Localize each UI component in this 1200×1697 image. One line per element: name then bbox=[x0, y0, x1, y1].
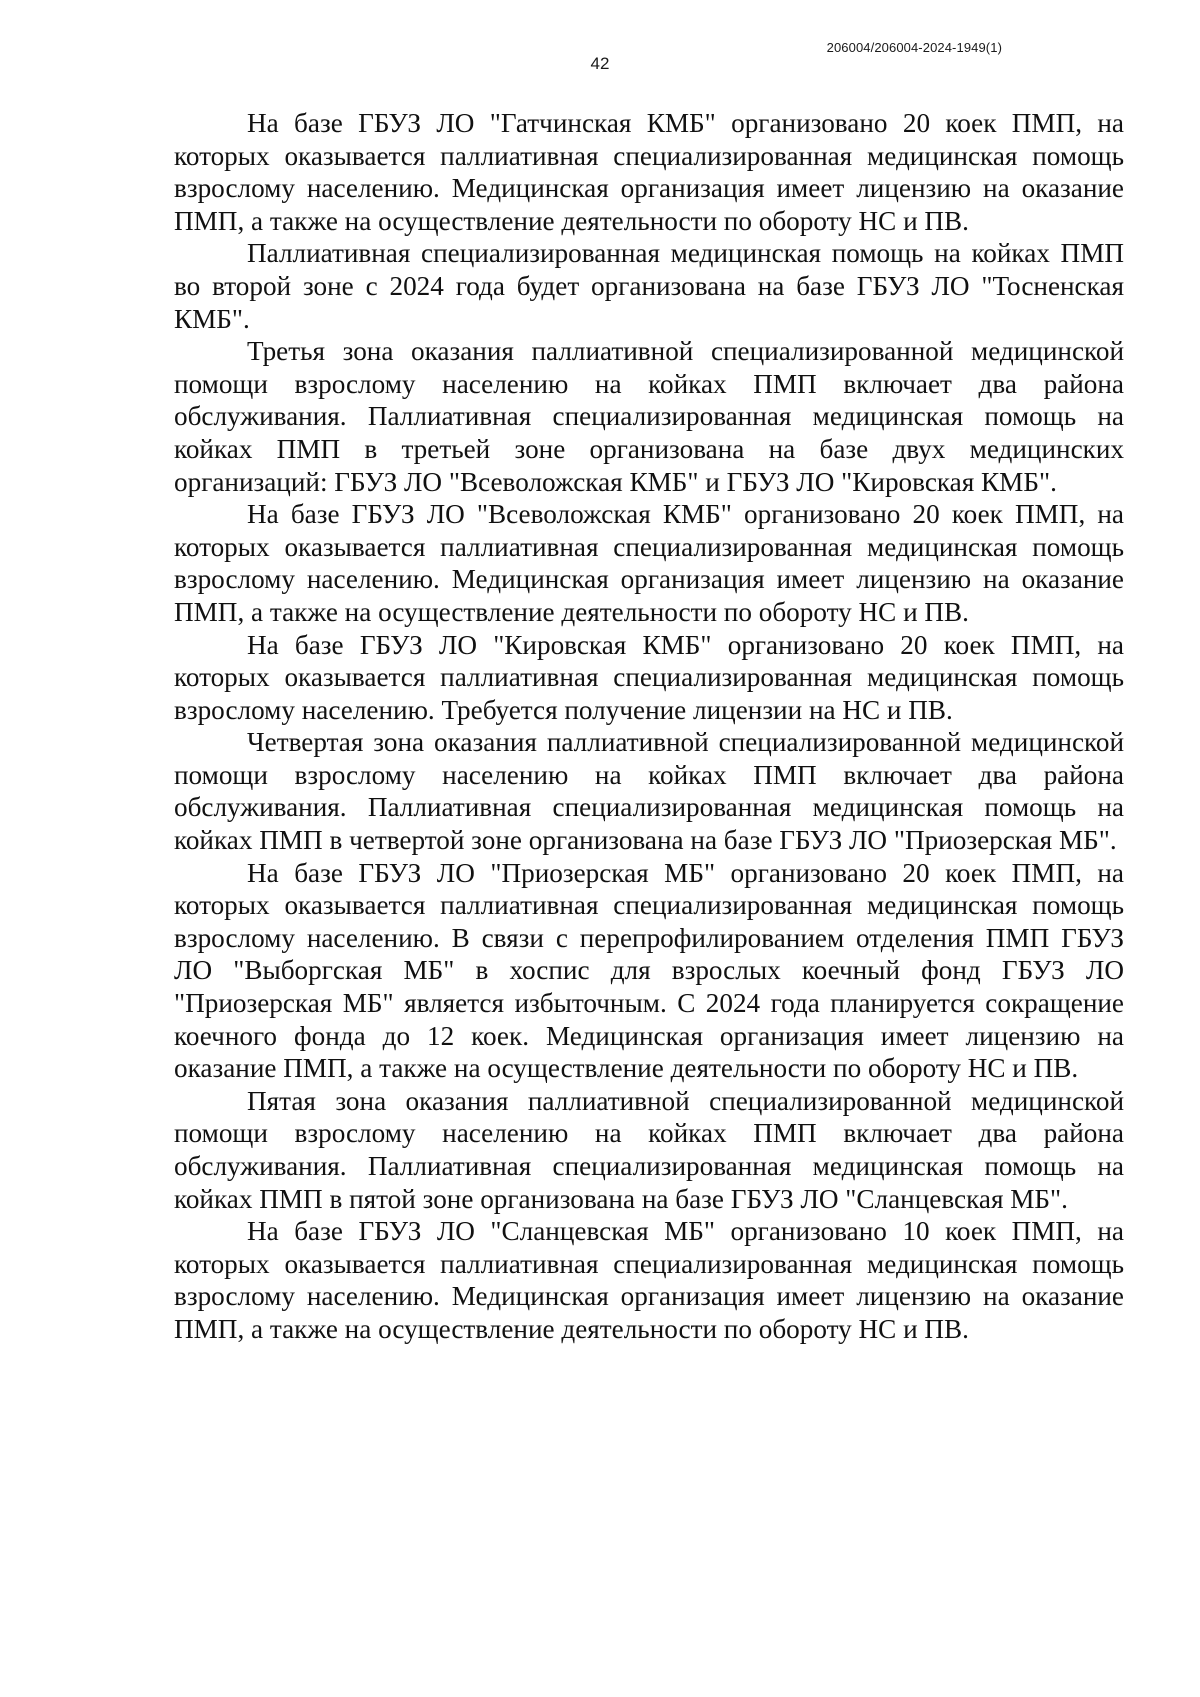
document-body bbox=[174, 107, 1124, 1346]
paragraph-kirovsk-kmb: На базе ГБУЗ ЛО "Кировская КМБ" организовано 20 коек ПМП, на которых оказывается паллиативная специализированная медицинская помощь взрослому населению. Требуется получение лицензии на НС и ПВ. bbox=[174, 629, 1124, 725]
paragraph-slantsy-mb: На базе ГБУЗ ЛО "Сланцевская МБ" организовано 10 коек ПМП, на которых оказывается паллиативная специализированная медицинская помощь взрослому населению. Медицинская организация имеет лицензию на оказание ПМП, а также на осуществление деятельности по обороту НС и ПВ. bbox=[174, 1216, 1124, 1344]
document-id: 206004/206004-2024-1949(1) bbox=[826, 40, 1002, 55]
paragraph-fourth-zone: Четвертая зона оказания паллиативной специализированной медицинской помощи взрослому населению на койках ПМП включает два района обслуживания. Паллиативная специализированная медицинская помощь на койках ПМП в четвертой зоне организована на базе ГБУЗ ЛО "Приозерская МБ". bbox=[174, 727, 1124, 856]
paragraph-vsevolozhsk-kmb: На базе ГБУЗ ЛО "Всеволожская КМБ" организовано 20 коек ПМП, на которых оказывается паллиативная специализированная медицинская помощь взрослому населению. Медицинская организация имеет лицензию на оказание ПМП, а также на осуществление деятельности по обороту НС и ПВ. bbox=[174, 499, 1124, 627]
page-number: 42 bbox=[590, 54, 610, 73]
paragraph-second-zone: Паллиативная специализированная медицинская помощь на койках ПМП во второй зоне с 2024 года будет организована на базе ГБУЗ ЛО "Тосненская КМБ". bbox=[174, 238, 1124, 334]
paragraph-gatchina-kmb: На базе ГБУЗ ЛО "Гатчинская КМБ" организовано 20 коек ПМП, на которых оказывается паллиативная специализированная медицинская помощь взрослому населению. Медицинская организация имеет лицензию на оказание ПМП, а также на осуществление деятельности по обороту НС и ПВ. bbox=[174, 108, 1124, 236]
paragraph-priozersk-mb: На базе ГБУЗ ЛО "Приозерская МБ" организовано 20 коек ПМП, на которых оказывается паллиативная специализированная медицинская помощь взрослому населению. В связи с перепрофилированием отделения ПМП ГБУЗ ЛО "Выборгская МБ" в хоспис для взрослых коечный фонд ГБУЗ ЛО "Приозерская МБ" является избыточным. С 2024 года планируется сокращение коечного фонда до 12 коек. Медицинская организация имеет лицензию на оказание ПМП, а также на осуществление деятельности по обороту НС и ПВ. bbox=[174, 857, 1124, 1084]
paragraph-third-zone: Третья зона оказания паллиативной специализированной медицинской помощи взрослому населению на койках ПМП включает два района обслуживания. Паллиативная специализированная медицинская помощь на койках ПМП в третьей зоне организована на базе двух медицинских организаций: ГБУЗ ЛО "Всеволожская КМБ" и ГБУЗ ЛО "Кировская КМБ". bbox=[174, 336, 1124, 497]
paragraph-fifth-zone: Пятая зона оказания паллиативной специализированной медицинской помощи взрослому населению на койках ПМП включает два района обслуживания. Паллиативная специализированная медицинская помощь на койках ПМП в пятой зоне организована на базе ГБУЗ ЛО "Сланцевская МБ". bbox=[174, 1085, 1124, 1214]
